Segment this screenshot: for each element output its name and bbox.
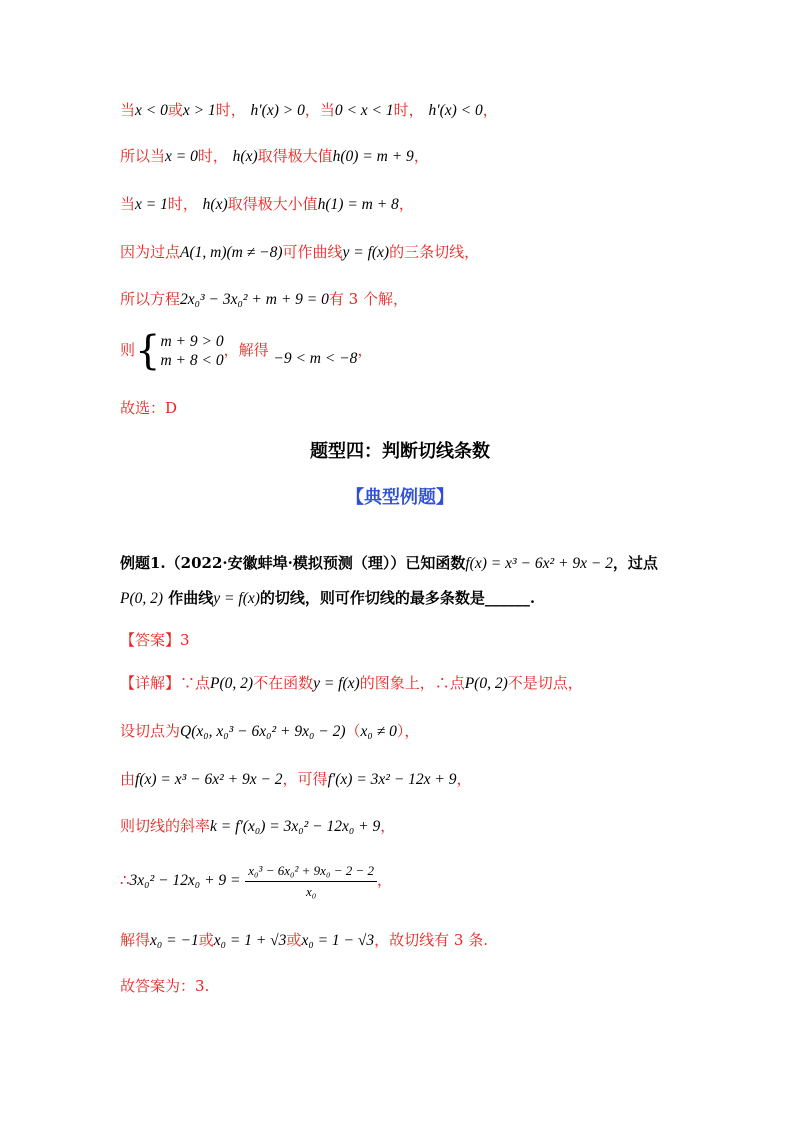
detail-line-5: ∴3x₀² − 12x₀ + 9 = $\frac{\text{x₀³ − 6x₀² + 9x₀ − 2 − 2}}{\text{x₀}}$ ， (120, 862, 393, 899)
solution-line-4: 因为过点A(1, m)(m ≠ −8)可作曲线y = f(x)的三条切线， (120, 243, 480, 261)
fraction-numerator: x₀³ − 6x₀² + 9x₀ − 2 − 2 (245, 863, 377, 882)
detail-line-2: 设切点为Q(x₀, x₀³ − 6x₀² + 9x₀ − 2)（x₀ ≠ 0）， (120, 722, 420, 740)
example-line-1: 例题1.（2022·安徽蚌埠·模拟预测（理））已知函数f(x) = x³ − 6x² + 9x − 2，过点 (120, 554, 658, 572)
solution-line-2: 所以当x = 0时， h(x)取得极大值h(0) = m + 9， (120, 147, 429, 165)
solution-line-6: 则{ m + 9 > 0 m + 8 < 0 ，解得 −9 < m < −8， (120, 328, 373, 374)
answer-line (120, 630, 190, 650)
inequality-system: m + 9 > 0 m + 8 < 0 (160, 333, 224, 369)
section-title: 题型四：判断切线条数 (310, 441, 490, 462)
solution-line-7: 故选：D (120, 399, 178, 417)
answer-label: 【答案】 (120, 631, 181, 649)
solution-line-5: 所以方程2x₀³ − 3x₀² + m + 9 = 0有 3 个解， (120, 290, 408, 308)
detail-line-6: 解得x₀ = −1或x₀ = 1 + √3或x₀ = 1 − √3，故切线有 3 条. (120, 931, 488, 949)
answer-value: 3 (180, 631, 190, 649)
detail-line-3: 由f(x) = x³ − 6x² + 9x − 2，可得f′(x) = 3x² − 12x + 9， (120, 770, 472, 788)
detail-line-1: 【详解】∵点P(0, 2)不在函数y = f(x)的图象上，∴点P(0, 2)不是切点， (120, 674, 583, 692)
example-line-2: P(0, 2) 作曲线y = f(x)的切线，则可作切线的最多条数是______. (120, 589, 536, 607)
left-brace: { (135, 328, 161, 374)
detail-line-4: 则切线的斜率k = f′(x₀) = 3x₀² − 12x₀ + 9， (120, 817, 396, 835)
subsection-title: 【典型例题】 (346, 487, 454, 508)
fraction (245, 863, 377, 900)
detail-line-7: 故答案为：3. (120, 977, 210, 995)
solution-line-1: 当x < 0或x > 1时， h′(x) > 0，当0 < x < 1时， h′(x) < 0， (120, 101, 498, 119)
solution-line-3: 当x = 1时， h(x)取得极大小值h(1) = m + 8， (120, 195, 414, 213)
fraction-denominator: x₀ (306, 883, 317, 899)
